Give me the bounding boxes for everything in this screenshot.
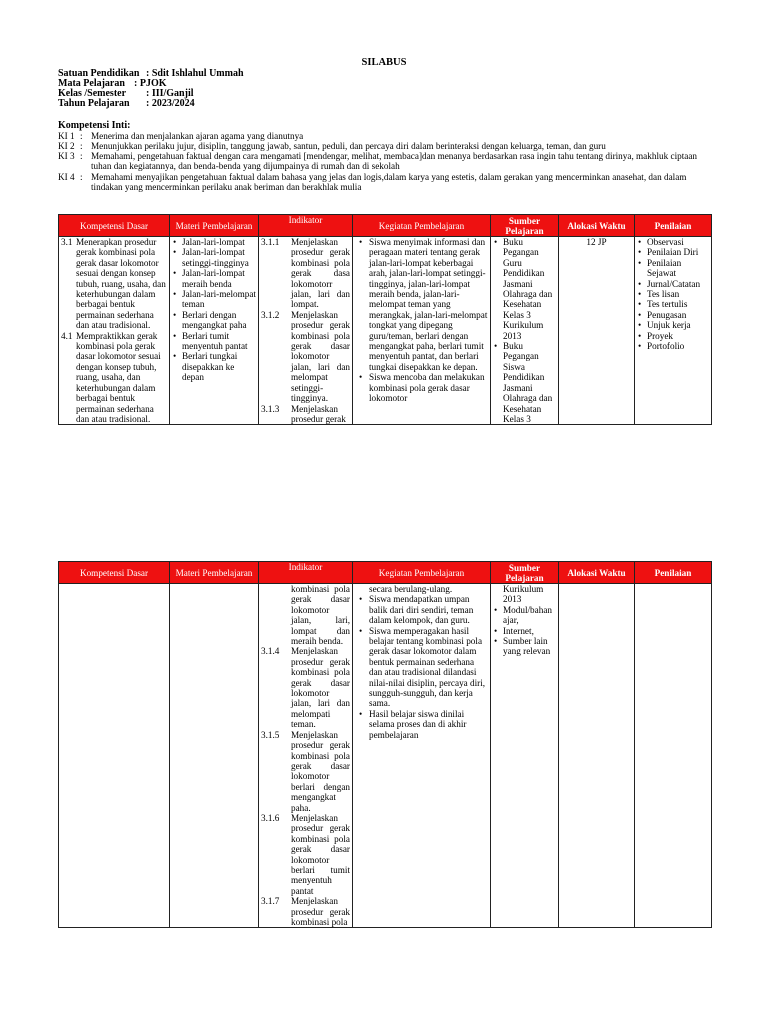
meta-label: Kelas /Semester: [58, 88, 127, 99]
indikator-number: 3.1.2: [261, 309, 280, 320]
ki-item: KI 3 : Memahami, pengetahuan faktual dengan cara mengamati [mendengar, melihat, membaca]dan menanya berdasarkan rasa ingin tahu tentang dirinya, makhluk ciptaan tuhan dan kegiatannya, dan benda-benda yang dijumpainya di rumah dan di sekolah: [58, 151, 713, 171]
indikator-text: Menjelaskan prosedur gerak kombinasi pola gerak dasa lokomotorr jalan, lari dan lompat.: [291, 237, 350, 310]
header-indikator: Indikator: [259, 215, 353, 237]
penilaian-item: • Jurnal/Catatan: [637, 279, 709, 289]
indikator-number: 3.1.1: [261, 237, 280, 247]
penilaian-item: • Penilaian Sejawat: [637, 258, 709, 279]
kegiatan-item: • Hasil belajar siswa dinilai selama proses dan di akhir pembelajaran: [355, 709, 488, 740]
header-alokasi-waktu: Alokasi Waktu: [559, 562, 635, 584]
page-title: SILABUS: [361, 57, 407, 68]
cell-kompetensi-dasar: [59, 237, 170, 425]
ki-item: KI 4 : Memahami menyajikan pengetahuan faktual dalam bahasa yang jelas dan logis,dalam karya yang estetis, dalam gerakan yang mencerminkan anasehat, dan dalam tindakan yang mencerminkan perilaku anak beriman dan berakhlak mulia: [58, 172, 713, 192]
indikator-item: [261, 646, 350, 729]
indikator-item: [261, 310, 350, 404]
cell-materi: [170, 584, 259, 928]
header-kompetensi-dasar: Kompetensi Dasar: [59, 562, 170, 584]
materi-item: • Berlari dengan mengangkat paha: [172, 310, 256, 331]
indikator-item: [261, 237, 350, 310]
sumber-continued-text: Kurikulum 2013: [503, 584, 544, 605]
cell-alokasi-waktu: 12 JP: [559, 237, 635, 425]
materi-item: • Jalan-lari-lompat setinggi-tingginya: [172, 247, 256, 268]
ki-text: Memahami menyajikan pengetahuan faktual dalam bahasa yang jelas dan logis,dalam karya yang estetis, dalam gerakan yang mencerminkan anasehat, dan dalam tindakan yang mencerminkan perilaku anak beriman dan berakhlak mulia: [91, 172, 687, 192]
indikator-text: Menjelaskan prosedur gerak: [291, 403, 346, 424]
meta-label: Mata Pelajaran: [58, 78, 125, 89]
header-materi-pembelajaran: Materi Pembelajaran: [170, 562, 259, 584]
penilaian-item: • Tes tertulis: [637, 299, 709, 309]
ki-label: KI 1: [58, 131, 75, 141]
indikator-number: 3.1.6: [261, 812, 280, 823]
penilaian-item: • Observasi: [637, 237, 709, 247]
silabus-table-page2: [58, 561, 712, 928]
materi-item: • Berlari tungkai disepakkan ke depan: [172, 351, 256, 382]
kegiatan-item: • Siswa mencoba dan melakukan kombinasi pola gerak dasar lokomotor: [355, 372, 488, 403]
cell-kegiatan: [353, 237, 491, 425]
indikator-text: Menjelaskan prosedur gerak kombinasi pola gerak dasar lokomotor jalan, lari dan melompati teman.: [291, 646, 350, 730]
sumber-item: • Buku Pegangan Guru Pendidikan Jasmani Olahraga dan Kesehatan Kelas 3 Kurikulum 2013: [493, 237, 556, 341]
indikator-item: [261, 896, 350, 927]
header-penilaian: Penilaian: [635, 215, 712, 237]
silabus-table-page1: [58, 214, 712, 425]
header-sumber-pelajaran: Sumber Pelajaran: [491, 562, 559, 584]
meta-value: : PJOK: [134, 78, 167, 89]
indikator-number: 3.1.5: [261, 729, 280, 740]
header-indikator: Indikator: [259, 562, 353, 584]
kegiatan-item: • Siswa memperagakan hasil belajar tentang kombinasi pola gerak dasar lokomotor dalam bentuk permainan sederhana dan atau tradisional dilandasi nilai-nilai disiplin, percaya diri, sungguh-sungguh, dan kerja sama.: [355, 626, 488, 709]
indikator-item: [261, 730, 350, 813]
indikator-number: 3.1.7: [261, 896, 280, 907]
kd-item: [61, 331, 167, 425]
penilaian-item: • Unjuk kerja: [637, 320, 709, 330]
meta-tahun-pelajaran: [58, 99, 195, 109]
header-kompetensi-dasar: Kompetensi Dasar: [59, 215, 170, 237]
kegiatan-continued-text: secara berulang-ulang.: [369, 584, 453, 594]
penilaian-item: • Proyek: [637, 331, 709, 341]
materi-item: • Jalan-lari-lompat meraih benda: [172, 268, 256, 289]
kegiatan-item: • Siswa menyimak informasi dan peragaan materi tentang gerak jalan-lari-lompat keberbagai arah, jalan-lari-lompat setinggi-tingginya, jalan-lari-lompat meraih benda, jalan-lari-melompat teman yang merangkak, jalan-lari-melompat tongkat yang dipegang guru/teman, berlari dengan mengangkat paha, berlari tumit menyentuh pantat, dan berlari tungkai disepakkan ke depan.: [355, 237, 488, 372]
cell-kegiatan: [353, 584, 491, 928]
materi-item: • Berlari tumit menyentuh pantat: [172, 331, 256, 352]
ki-text: Menunjukkan perilaku jujur, disiplin, tanggung jawab, santun, peduli, dan percaya diri dalam berinteraksi dengan keluarga, teman, dan guru: [91, 141, 606, 151]
meta-value: : 2023/2024: [146, 98, 195, 109]
indikator-text: Menjelaskan prosedur gerak kombinasi pola gerak dasar lokomotor jalan, lari dan melompat setinggi-tingginya.: [291, 309, 350, 404]
header-materi-pembelajaran: Materi Pembelajaran: [170, 215, 259, 237]
header-penilaian: Penilaian: [635, 562, 712, 584]
header-kegiatan-pembelajaran: Kegiatan Pembelajaran: [353, 562, 491, 584]
indikator-number: 3.1.3: [261, 403, 280, 414]
sumber-item: • Internet,: [493, 626, 556, 636]
ki-label: KI 2: [58, 141, 75, 151]
indikator-continued-text: kombinasi pola gerak dasar lokomotor jalan, lari, lompat dan meraih benda.: [291, 584, 350, 647]
cell-penilaian: [635, 584, 712, 928]
ki-text: Menerima dan menjalankan ajaran agama yang dianutnya: [91, 131, 304, 141]
ki-label: KI 4: [58, 172, 75, 182]
header-kegiatan-pembelajaran: Kegiatan Pembelajaran: [353, 215, 491, 237]
indikator-item: [261, 813, 350, 896]
kd-text: Menerapkan prosedur gerak kombinasi pola gerak dasar lokomotor sesuai dengan konsep tubuh, ruang, usaha, dan keterhubungan dalam berbagai bentuk permainan sederhana dan atau tradisional.: [76, 237, 166, 331]
indikator-text: Menjelaskan prosedur gerak kombinasi pola gerak dasar lokomotor berlari dengan mengangkat paha.: [291, 729, 350, 813]
ki-item: KI 2 : Menunjukkan perilaku jujur, disiplin, tanggung jawab, santun, peduli, dan percaya diri dalam berinteraksi dengan keluarga, teman, dan guru: [58, 141, 713, 151]
cell-materi: [170, 237, 259, 425]
sumber-item: • Sumber lain yang relevan: [493, 636, 556, 657]
materi-item: • Jalan-lari-lompat: [172, 237, 256, 247]
materi-item: • Jalan-lari-melompat teman: [172, 289, 256, 310]
cell-sumber: [491, 584, 559, 928]
indikator-item: [261, 404, 350, 425]
kompetensi-inti-heading: Kompetensi Inti:: [58, 120, 131, 131]
indikator-text: Menjelaskan prosedur gerak kombinasi pola gerak dasar lokomotor berlari tumit menyentuh pantat: [291, 812, 350, 896]
ki-item: KI 1 : Menerima dan menjalankan ajaran agama yang dianutnya: [58, 131, 713, 141]
sumber-item: • Buku Pegangan Siswa Pendidikan Jasmani Olahraga dan Kesehatan Kelas 3: [493, 341, 556, 424]
header-sumber-pelajaran: Sumber Pelajaran: [491, 215, 559, 237]
cell-sumber: [491, 237, 559, 425]
cell-kompetensi-dasar: [59, 584, 170, 928]
meta-label: Satuan Pendidikan: [58, 68, 140, 79]
penilaian-item: • Penugasan: [637, 310, 709, 320]
indikator-number: 3.1.4: [261, 646, 280, 657]
kd-number: 3.1: [61, 237, 73, 247]
cell-indikator: [259, 237, 353, 425]
indikator-text: Menjelaskan prosedur gerak kombinasi pola: [291, 896, 350, 927]
penilaian-item: • Tes lisan: [637, 289, 709, 299]
sumber-item: • Modul/bahan ajar,: [493, 605, 556, 626]
kd-number: 4.1: [61, 330, 73, 341]
ki-label: KI 3: [58, 151, 75, 161]
kd-item: [61, 237, 167, 331]
kegiatan-item: • Siswa mendapatkan umpan balik dari diri sendiri, teman dalam kelompok, dan guru.: [355, 594, 488, 625]
kd-text: Mempraktikkan gerak kombinasi pola gerak dasar lokomotor sesuai dengan konsep tubuh, ruang, usaha, dan keterhubungan dalam berbagai bentuk permainan sederhana dan atau tradisional.: [76, 330, 161, 424]
cell-alokasi-waktu: [559, 584, 635, 928]
meta-value: : III/Ganjil: [146, 88, 194, 99]
header-alokasi-waktu: Alokasi Waktu: [559, 215, 635, 237]
penilaian-item: • Portofolio: [637, 341, 709, 351]
ki-text: Memahami, pengetahuan faktual dengan cara mengamati [mendengar, melihat, membaca]dan menanya berdasarkan rasa ingin tahu tentang dirinya, makhluk ciptaan tuhan dan kegiatannya, dan benda-benda yang dijumpainya di rumah dan di sekolah: [91, 151, 698, 171]
meta-value: : Sdit Ishlahul Ummah: [146, 68, 244, 79]
meta-label: Tahun Pelajaran: [58, 98, 130, 109]
penilaian-item: • Penilaian Diri: [637, 247, 709, 257]
cell-penilaian: [635, 237, 712, 425]
cell-indikator: [259, 584, 353, 928]
